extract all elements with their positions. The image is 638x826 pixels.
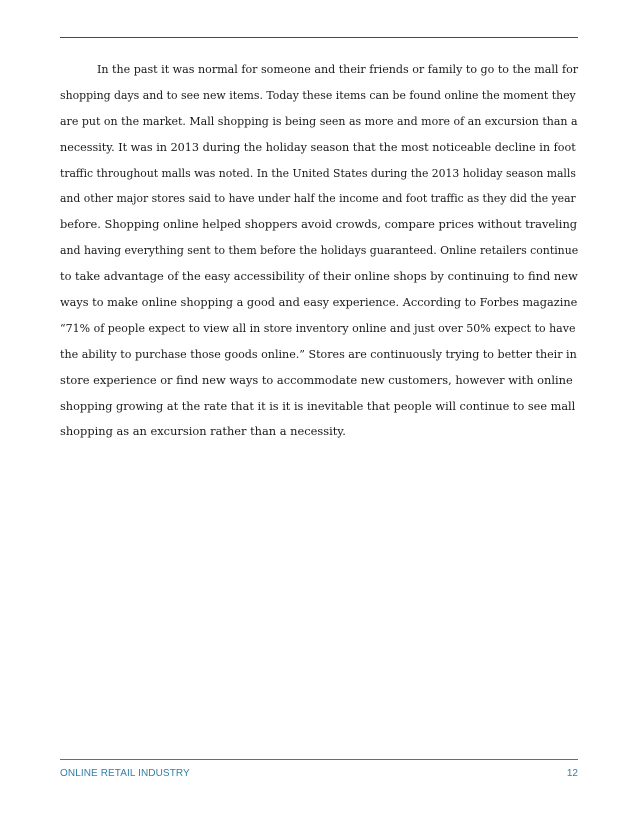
paragraph-line: necessity. It was in 2013 during the holiday season that the most noticeable decline in foot	[60, 140, 576, 154]
paragraph-line: are put on the market. Mall shopping is being seen as more and more of an excursion than a	[60, 114, 578, 128]
paragraph-line: shopping days and to see new items. Today these items can be found online the moment they	[60, 88, 576, 102]
paragraph-line: store experience or find new ways to accommodate new customers, however with online	[60, 372, 573, 387]
paragraph-line: before. Shopping online helped shoppers avoid crowds, compare prices without traveling	[60, 217, 578, 232]
paragraph-line: “71% of people expect to view all in store inventory online and just over 50% expect to have	[60, 321, 576, 335]
paragraph-line: and other major stores said to have under half the income and foot traffic as they did the year	[60, 192, 576, 206]
paragraph-line: the ability to purchase those goods online.” Stores are continuously trying to better their in	[60, 347, 577, 361]
header-rule	[60, 37, 578, 38]
page-number: 12	[566, 768, 578, 779]
paragraph-line: shopping growing at the rate that it is it is inevitable that people will continue to see mall	[60, 399, 576, 413]
paragraph-line: ways to make online shopping a good and easy experience. According to Forbes magazine	[60, 296, 578, 310]
paragraph-line: and having everything sent to them before the holidays guaranteed. Online retailers continue	[60, 244, 579, 258]
paragraph-line: traffic throughout malls was noted. In the United States during the 2013 holiday season malls	[60, 166, 576, 180]
paragraph-line: to take advantage of the easy accessibility of their online shops by continuing to find new	[60, 269, 578, 284]
paragraph-line: shopping as an excursion rather than a necessity.	[60, 424, 346, 439]
paragraph-line: In the past it was normal for someone and their friends or family to go to the mall for	[97, 63, 579, 76]
footer-title: ONLINE RETAIL INDUSTRY	[60, 768, 190, 779]
body-paragraph	[60, 57, 578, 445]
footer-rule	[60, 759, 578, 760]
